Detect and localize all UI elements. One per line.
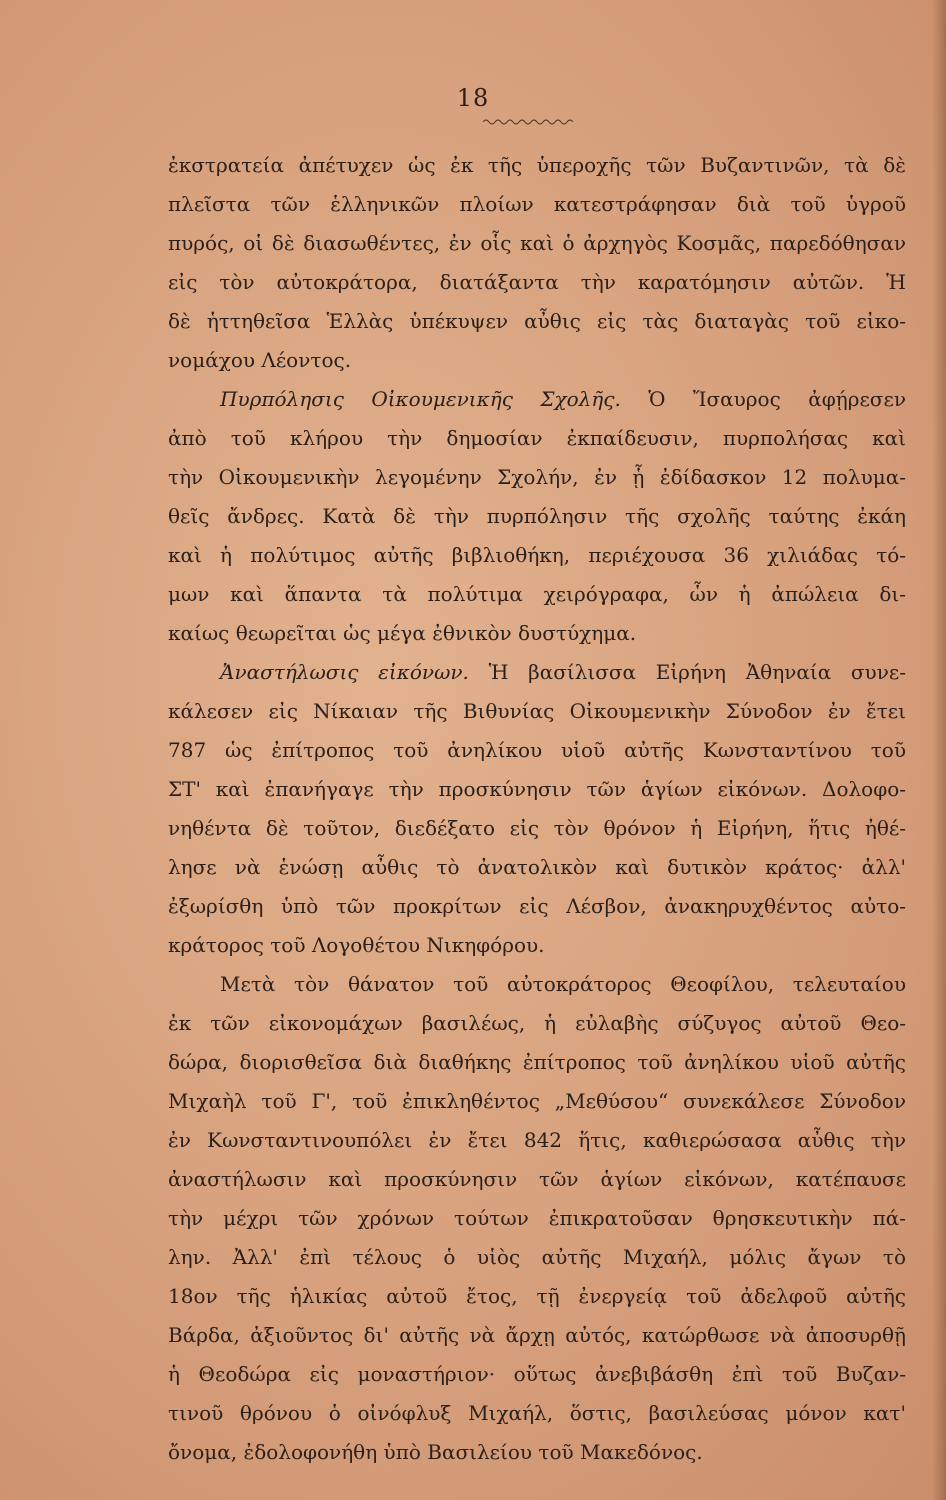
text-line: μων καὶ ἅπαντα τὰ πολύτιμα χειρόγραφα, ὧν ἡ ἀπώλεια δι- [168, 582, 906, 606]
heading-line-text: Ἡ βασίλισσα Εἰρήνη Ἀθηναία συνε- [468, 660, 906, 684]
text-line: θεῖς ἄνδρες. Κατὰ δὲ τὴν πυρπόλησιν τῆς σχολῆς ταύτης ἐκάη [168, 504, 906, 528]
text-line: νηθέντα δὲ τοῦτον, διεδέξατο εἰς τὸν θρόνον ἡ Εἰρήνη, ἥτις ἠθέ- [168, 816, 906, 840]
wavy-rule-ornament [483, 118, 573, 126]
page-edge-shadow [932, 0, 946, 1500]
text-line: καὶ ἡ πολύτιμος αὐτῆς βιβλιοθήκη, περιέχουσα 36 χιλιάδας τό- [168, 543, 906, 567]
text-line: 787 ὡς ἐπίτροπος τοῦ ἀνηλίκου υἱοῦ αὐτῆς Κωνσταντίνου τοῦ [168, 738, 906, 762]
text-line: Βάρδα, ἀξιοῦντος δι' αὐτῆς νὰ ἄρχῃ αὐτός, κατώρθωσε νὰ ἀποσυρθῇ [168, 1323, 906, 1347]
text-line: κάλεσεν εἰς Νίκαιαν τῆς Βιθυνίας Οἰκουμενικὴν Σύνοδον ἐν ἔτει [168, 699, 906, 723]
text-line: λην. Ἀλλ' ἐπὶ τέλους ὁ υἱὸς αὐτῆς Μιχαήλ, μόλις ἄγων τὸ [168, 1245, 906, 1269]
text-line: ἐξωρίσθη ὑπὸ τῶν προκρίτων εἰς Λέσβον, ἀνακηρυχθέντος αὐτο- [168, 894, 906, 918]
text-line: ἀναστήλωσιν καὶ προσκύνησιν τῶν ἁγίων εἰκόνων, κατέπαυσε [168, 1167, 906, 1191]
text-line: δὲ ἡττηθεῖσα Ἑλλὰς ὑπέκυψεν αὖθις εἰς τὰς διαταγὰς τοῦ εἰκο- [168, 309, 906, 333]
text-line: τινοῦ θρόνου ὁ οἰνόφλυξ Μιχαήλ, ὅστις, βασιλεύσας μόνον κατ' [168, 1401, 906, 1425]
page-number: 18 [456, 84, 490, 112]
text-line: ἡ Θεοδώρα εἰς μοναστήριον· οὕτως ἀνεβιβάσθη ἐπὶ τοῦ Βυζαν- [168, 1362, 906, 1386]
text-line: εἰς τὸν αὐτοκράτορα, διατάξαντα τὴν καρατόμησιν αὐτῶν. Ἡ [168, 270, 906, 294]
text-line: Μιχαὴλ τοῦ Γ', τοῦ ἐπικληθέντος „Μεθύσου“ συνεκάλεσε Σύνοδον [168, 1089, 906, 1113]
section-first-line [168, 380, 906, 419]
paragraph-first-line: Μετὰ τὸν θάνατον τοῦ αὐτοκράτορος Θεοφίλου, τελευταίου [220, 972, 906, 996]
text-line: ἐκστρατεία ἀπέτυχεν ὡς ἐκ τῆς ὑπεροχῆς τῶν Βυζαντινῶν, τὰ δὲ [168, 153, 906, 177]
text-line: κράτορος τοῦ Λογοθέτου Νικηφόρου. [168, 933, 545, 957]
text-line: πλεῖστα τῶν ἑλληνικῶν πλοίων κατεστράφησαν διὰ τοῦ ὑγροῦ [168, 192, 906, 216]
section-first-line [168, 653, 906, 692]
text-line: ἀπὸ τοῦ κλήρου τὴν δημοσίαν ἐκπαίδευσιν, πυρπολήσας καὶ [168, 426, 906, 450]
text-line: ΣΤ' καὶ ἐπανήγαγε τὴν προσκύνησιν τῶν ἁγίων εἰκόνων. Δολοφο- [168, 777, 906, 801]
heading-line-text: Ὁ Ἴσαυρος ἀφῄρεσεν [620, 387, 906, 411]
text-line: τὴν μέχρι τῶν χρόνων τούτων ἐπικρατοῦσαν θρησκευτικὴν πά- [168, 1206, 906, 1230]
text-line: νομάχου Λέοντος. [168, 348, 352, 372]
section-heading: Πυρπόλησις Οἰκουμενικῆς Σχολῆς. [220, 387, 621, 411]
section-heading: Ἀναστήλωσις εἰκόνων. [220, 660, 469, 684]
text-line: 18ον τῆς ἡλικίας αὐτοῦ ἔτος, τῇ ἐνεργείᾳ τοῦ ἀδελφοῦ αὐτῆς [168, 1284, 906, 1308]
text-line: δώρα, διορισθεῖσα διὰ διαθήκης ἐπίτροπος τοῦ ἀνηλίκου υἱοῦ αὐτῆς [168, 1050, 906, 1074]
text-line: ἐκ τῶν εἰκονομάχων βασιλέως, ἡ εὐλαβὴς σύζυγος αὐτοῦ Θεο- [168, 1011, 906, 1035]
text-line: τὴν Οἰκουμενικὴν λεγομένην Σχολήν, ἐν ᾗ ἐδίδασκον 12 πολυμα- [168, 465, 906, 489]
text-line: ἐν Κωνσταντινουπόλει ἐν ἔτει 842 ἥτις, καθιερώσασα αὖθις τὴν [168, 1128, 906, 1152]
text-line: ὄνομα, ἐδολοφονήθη ὑπὸ Βασιλείου τοῦ Μακεδόνος. [168, 1440, 703, 1464]
body-text [168, 146, 906, 1472]
text-line: καίως θεωρεῖται ὡς μέγα ἐθνικὸν δυστύχημα. [168, 621, 637, 645]
text-line: πυρός, οἱ δὲ διασωθέντες, ἐν οἷς καὶ ὁ ἀρχηγὸς Κοσμᾶς, παρεδόθησαν [168, 231, 906, 255]
text-line: λησε νὰ ἑνώσῃ αὖθις τὸ ἀνατολικὸν καὶ δυτικὸν κράτος· ἀλλ' [168, 855, 906, 879]
